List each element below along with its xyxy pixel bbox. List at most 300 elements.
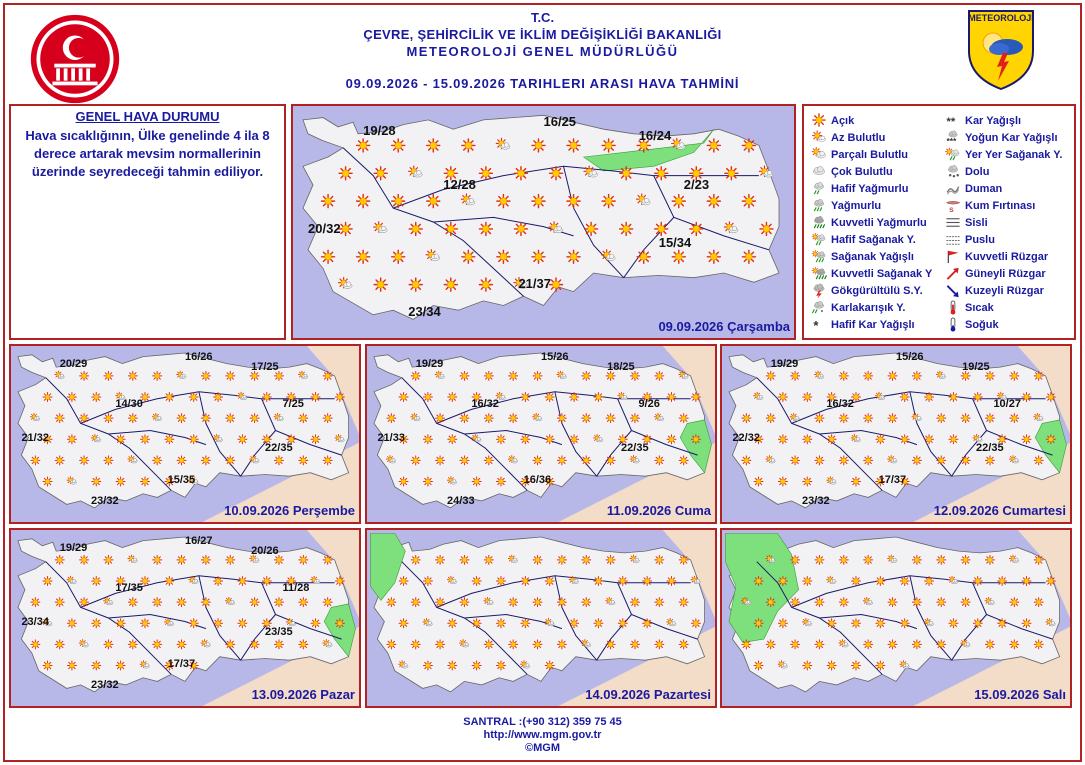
shower-icon [810, 249, 828, 264]
sun-icon [637, 250, 650, 263]
scattered-shower-icon [944, 147, 962, 162]
sun-icon [214, 619, 223, 628]
sun-icon [484, 640, 493, 649]
legend-item-label: Sıcak [965, 301, 994, 314]
sun-icon [201, 598, 210, 607]
sun-icon [399, 477, 408, 486]
sun-icon [140, 619, 149, 628]
sun-icon [925, 435, 934, 444]
sun-icon [791, 555, 800, 564]
sun-icon [707, 139, 720, 152]
temperature-label: 10/27 [993, 398, 1021, 411]
south-wind-icon [944, 266, 962, 281]
sun-icon [1022, 619, 1031, 628]
sun-icon [912, 456, 921, 465]
sun-icon [153, 456, 162, 465]
sun-icon [55, 555, 64, 564]
day-label: 12.09.2026 Cumartesi [933, 503, 1066, 518]
sun-icon [766, 414, 775, 423]
sun-icon [479, 278, 492, 291]
sun-icon [594, 577, 603, 586]
sun-icon [357, 195, 370, 208]
sun-icon [925, 577, 934, 586]
sun-icon [545, 577, 554, 586]
sun-icon [643, 577, 652, 586]
legend-item-label: Açık [831, 114, 855, 127]
sun-icon [533, 555, 542, 564]
sun-icon [448, 661, 457, 670]
sun-icon [815, 456, 824, 465]
sun-icon [509, 598, 518, 607]
sun-icon [815, 414, 824, 423]
light-rain-icon [810, 181, 828, 196]
sun-icon [274, 456, 283, 465]
sun-icon [274, 640, 283, 649]
sun-icon [864, 555, 873, 564]
sun-icon [496, 435, 505, 444]
sun-icon [691, 619, 700, 628]
sun-icon [937, 456, 946, 465]
sun-icon [961, 555, 970, 564]
sun-icon [238, 619, 247, 628]
sun-icon [567, 250, 580, 263]
legend-column-left [810, 112, 932, 333]
sun-icon [557, 598, 566, 607]
sun-icon [322, 195, 335, 208]
sun-icon [177, 456, 186, 465]
sun-icon [754, 577, 763, 586]
sun-icon [116, 435, 125, 444]
sun-icon [201, 555, 210, 564]
sun-icon [436, 598, 445, 607]
svg-text:**: ** [946, 116, 956, 128]
sun-icon [691, 435, 700, 444]
sun-icon [153, 598, 162, 607]
sun-icon [250, 414, 259, 423]
temperature-label: 24/33 [447, 494, 475, 507]
header-ministry: ÇEVRE, ŞEHİRCİLİK VE İKLİM DEĞİŞİKLİĞİ BAKANLIĞI [363, 27, 722, 42]
sun-icon [602, 139, 615, 152]
temperature-label: 9/26 [638, 398, 660, 411]
sun-icon [80, 555, 89, 564]
sun-icon [460, 456, 469, 465]
sun-icon [357, 139, 370, 152]
header-tc: T.C. [530, 10, 555, 25]
temperature-label: 23/32 [802, 494, 830, 507]
legend-item [944, 316, 1062, 333]
meteoroloji-logo [967, 9, 1035, 91]
legend-item-label: Kuvvetli Sağanak Y [831, 267, 933, 280]
sun-icon [423, 393, 432, 402]
sun-icon [655, 555, 664, 564]
sun-icon [497, 195, 510, 208]
sun-icon [104, 555, 113, 564]
legend-item [810, 265, 932, 282]
temperature-label: 2/23 [683, 176, 710, 192]
day-label: 14.09.2026 Pazartesi [585, 687, 711, 702]
sun-icon [690, 222, 703, 235]
temperature-label: 11/28 [282, 582, 310, 595]
sun-icon [177, 555, 186, 564]
sun-icon [140, 477, 149, 486]
sun-icon [392, 250, 405, 263]
sun-icon [679, 414, 688, 423]
sun-icon [679, 598, 688, 607]
sun-icon [585, 222, 598, 235]
sun-icon [707, 195, 720, 208]
sun-icon [1022, 435, 1031, 444]
temperature-label: 16/36 [523, 473, 552, 486]
legend-item [944, 163, 1062, 180]
sun-icon [606, 456, 615, 465]
sun-icon [679, 456, 688, 465]
sun-icon [949, 435, 958, 444]
sun-icon [655, 640, 664, 649]
sun-icon [214, 577, 223, 586]
sun-icon [496, 577, 505, 586]
cold-icon [944, 317, 962, 332]
sun-icon [667, 435, 676, 444]
legend-item-label: Duman [965, 182, 1003, 195]
sun-icon [1010, 414, 1019, 423]
sun-icon [766, 598, 775, 607]
sun-icon [937, 640, 946, 649]
sun-icon [411, 640, 420, 649]
sun-icon [532, 139, 545, 152]
legend-item-label: Çok Bulutlu [831, 165, 893, 178]
sun-icon [827, 661, 836, 670]
sun-icon [411, 456, 420, 465]
day-label: 15.09.2026 Salı [974, 687, 1066, 702]
sun-icon [399, 619, 408, 628]
sun-icon [335, 577, 344, 586]
sun-icon [937, 555, 946, 564]
sun-icon [472, 577, 481, 586]
sun-icon [582, 371, 591, 380]
map-graphic [11, 346, 359, 522]
sun-icon [387, 640, 396, 649]
temperature-label: 23/34 [21, 615, 49, 628]
legend-item-label: Sağanak Yağışlı [831, 250, 914, 263]
sun-icon [128, 371, 137, 380]
sun-icon [803, 577, 812, 586]
sun-icon [423, 661, 432, 670]
sun-icon [436, 640, 445, 649]
legend-item [944, 146, 1062, 163]
sun-icon [973, 393, 982, 402]
sun-icon [374, 278, 387, 291]
meteoroloji-logo-text: METEOROLOJİ [968, 13, 1034, 23]
sun-icon [839, 414, 848, 423]
sun-icon [803, 661, 812, 670]
sun-icon [864, 640, 873, 649]
sun-icon [1022, 577, 1031, 586]
temperature-label: 15/34 [658, 234, 692, 250]
heavy-snow-icon [944, 130, 962, 145]
sun-icon [496, 477, 505, 486]
sun-icon [754, 477, 763, 486]
sun-icon [912, 555, 921, 564]
sun-icon [1034, 640, 1043, 649]
sun-icon [484, 414, 493, 423]
sun-icon [116, 661, 125, 670]
sun-icon [949, 619, 958, 628]
sun-icon [177, 414, 186, 423]
sun-icon [937, 414, 946, 423]
sun-icon [630, 640, 639, 649]
legend-item-label: Kum Fırtınası [965, 199, 1036, 212]
sun-icon [900, 619, 909, 628]
temperature-label: 17/35 [115, 582, 143, 595]
sun-icon [448, 619, 457, 628]
map-day-2 [9, 344, 361, 524]
general-weather-text: Hava sıcaklığının, Ülke genelinde 4 ila 8 derece artarak mevsim normallerinin üzerinde seyredeceği tahmin ediliyor. [25, 128, 270, 179]
temperature-label: 19/29 [415, 357, 444, 370]
sun-icon [496, 619, 505, 628]
sun-icon [31, 640, 40, 649]
sun-icon [409, 278, 422, 291]
temperature-label: 7/25 [282, 398, 304, 411]
sun-icon [1034, 598, 1043, 607]
footer-url[interactable]: http://www.mgm.gov.tr [483, 729, 602, 741]
legend-item-label: Sisli [965, 216, 988, 229]
legend-item-label: Kar Yağışlı [965, 114, 1022, 127]
sun-icon [323, 555, 332, 564]
legend-item [810, 129, 932, 146]
sun-icon [411, 555, 420, 564]
map-graphic [367, 530, 715, 706]
sun-icon [742, 250, 755, 263]
sun-icon [754, 619, 763, 628]
sun-icon [803, 477, 812, 486]
sun-icon [851, 661, 860, 670]
rain-icon [810, 198, 828, 213]
sun-icon [961, 598, 970, 607]
few-clouds-icon [810, 130, 828, 145]
temperature-label: 19/29 [770, 357, 799, 370]
sun-icon [201, 456, 210, 465]
footer-phone: SANTRAL :(+90 312) 359 75 45 [463, 716, 622, 728]
map-day-1 [291, 104, 796, 340]
sun-icon [299, 414, 308, 423]
sun-icon [679, 640, 688, 649]
heavy-rain-icon [810, 215, 828, 230]
sun-icon [153, 371, 162, 380]
sun-icon [116, 619, 125, 628]
sun-icon [1034, 555, 1043, 564]
temperature-label: 19/28 [363, 123, 396, 139]
map-day-4 [720, 344, 1072, 524]
sun-icon [973, 619, 982, 628]
sun-icon [311, 435, 320, 444]
sun-icon [436, 555, 445, 564]
svg-text:S: S [949, 207, 954, 213]
footer-copyright: ©MGM [525, 742, 560, 754]
sun-icon [582, 555, 591, 564]
sun-icon [460, 414, 469, 423]
temperature-label: 23/32 [91, 678, 119, 691]
general-weather-box [9, 104, 286, 340]
sun-icon [725, 167, 738, 180]
sun-icon [323, 456, 332, 465]
general-weather-title: GENEL HAVA DURUMU [75, 109, 220, 124]
sun-icon [803, 435, 812, 444]
sun-icon [323, 414, 332, 423]
legend-item-label: Kuvvetli Rüzgar [965, 250, 1049, 263]
sun-icon [582, 598, 591, 607]
sun-icon [92, 393, 101, 402]
temperature-label: 12/28 [443, 176, 476, 192]
sun-icon [533, 456, 542, 465]
legend-item [810, 197, 932, 214]
legend-item-label: Hafif Sağanak Y. [831, 233, 916, 246]
sun-icon [322, 250, 335, 263]
sun-icon [444, 278, 457, 291]
sun-icon [791, 598, 800, 607]
sun-icon [462, 250, 475, 263]
sun-icon [116, 477, 125, 486]
sun-icon [43, 477, 52, 486]
sun-icon [760, 222, 773, 235]
sun-icon [153, 640, 162, 649]
sun-icon [299, 598, 308, 607]
sun-icon [399, 577, 408, 586]
sun-icon [1046, 577, 1055, 586]
temperature-label: 20/32 [308, 220, 341, 236]
sun-icon [1046, 435, 1055, 444]
sun-icon [973, 577, 982, 586]
sun-icon [226, 555, 235, 564]
sun-icon [509, 640, 518, 649]
legend-item [944, 112, 1062, 129]
legend-item [944, 197, 1062, 214]
sun-icon [387, 414, 396, 423]
temperature-label: 22/35 [976, 442, 1004, 455]
sun-icon [766, 640, 775, 649]
legend-item-label: Hafif Yağmurlu [831, 182, 909, 195]
temperature-label: 16/32 [471, 398, 499, 411]
sun-icon [92, 477, 101, 486]
temperature-label: 15/26 [541, 350, 569, 363]
sun-icon [323, 598, 332, 607]
sandstorm-icon [944, 198, 962, 213]
sun-icon [392, 195, 405, 208]
temperature-label: 17/37 [878, 473, 907, 486]
temperature-label: 19/29 [59, 541, 88, 554]
sun-icon [864, 371, 873, 380]
sun-icon [250, 640, 259, 649]
map-graphic [722, 530, 1070, 706]
header-directorate: METEOROLOJİ GENEL MÜDÜRLÜĞÜ [406, 44, 679, 59]
legend-item-label: Parçalı Bulutlu [831, 148, 909, 161]
sun-icon [472, 477, 481, 486]
day-label: 09.09.2026 Çarşamba [658, 319, 790, 334]
sun-icon [128, 598, 137, 607]
sun-icon [92, 619, 101, 628]
sun-icon [479, 167, 492, 180]
legend-item [810, 299, 932, 316]
temperature-label: 19/25 [962, 361, 990, 374]
sun-icon [262, 577, 271, 586]
sun-icon [201, 371, 210, 380]
sun-icon [742, 414, 751, 423]
snow-icon [944, 113, 962, 128]
sun-icon [998, 577, 1007, 586]
legend-item [944, 180, 1062, 197]
legend-item [810, 180, 932, 197]
sun-icon [92, 661, 101, 670]
sun-icon [521, 619, 530, 628]
sun-icon [742, 195, 755, 208]
legend-item [944, 265, 1062, 282]
legend-column-right [944, 112, 1062, 333]
sun-icon [606, 555, 615, 564]
sun-icon [472, 661, 481, 670]
temperature-label: 23/34 [408, 304, 441, 320]
sun-icon [496, 661, 505, 670]
legend-item [810, 282, 932, 299]
sun-icon [594, 393, 603, 402]
sun-icon [864, 456, 873, 465]
legend-item [944, 299, 1062, 316]
sun-icon [545, 661, 554, 670]
sun-icon [667, 577, 676, 586]
sun-icon [43, 661, 52, 670]
sun-icon [998, 619, 1007, 628]
sun-icon [606, 414, 615, 423]
sun-icon [460, 371, 469, 380]
map-day-5 [9, 528, 361, 708]
sun-icon [606, 640, 615, 649]
sun-icon [509, 371, 518, 380]
sun-icon [643, 619, 652, 628]
sun-icon [985, 414, 994, 423]
sun-icon [55, 414, 64, 423]
sun-icon [274, 598, 283, 607]
hot-icon [944, 300, 962, 315]
sun-icon [618, 577, 627, 586]
sun-icon [839, 456, 848, 465]
legend-item [810, 214, 932, 231]
sun-icon [436, 456, 445, 465]
sun-icon [299, 640, 308, 649]
sun-icon [521, 577, 530, 586]
temperature-label: 17/25 [251, 361, 279, 374]
sun-icon [655, 167, 668, 180]
sun-icon [876, 435, 885, 444]
temperature-label: 23/32 [91, 494, 119, 507]
mist-icon [944, 232, 962, 247]
sun-icon [411, 371, 420, 380]
legend-item [944, 129, 1062, 146]
cloudy-icon [810, 164, 828, 179]
sun-icon [655, 456, 664, 465]
sun-icon [1034, 371, 1043, 380]
temperature-label: 16/27 [185, 534, 213, 547]
sun-icon [851, 619, 860, 628]
sun-icon [815, 640, 824, 649]
temperature-label: 16/24 [638, 127, 672, 143]
day-label: 10.09.2026 Perşembe [224, 503, 355, 518]
sun-icon [177, 598, 186, 607]
legend-item [944, 248, 1062, 265]
sun-icon [484, 456, 493, 465]
sun-icon [226, 414, 235, 423]
sun-icon [357, 250, 370, 263]
heavy-shower-icon [810, 266, 828, 281]
sun-icon [128, 414, 137, 423]
sun-icon [570, 435, 579, 444]
